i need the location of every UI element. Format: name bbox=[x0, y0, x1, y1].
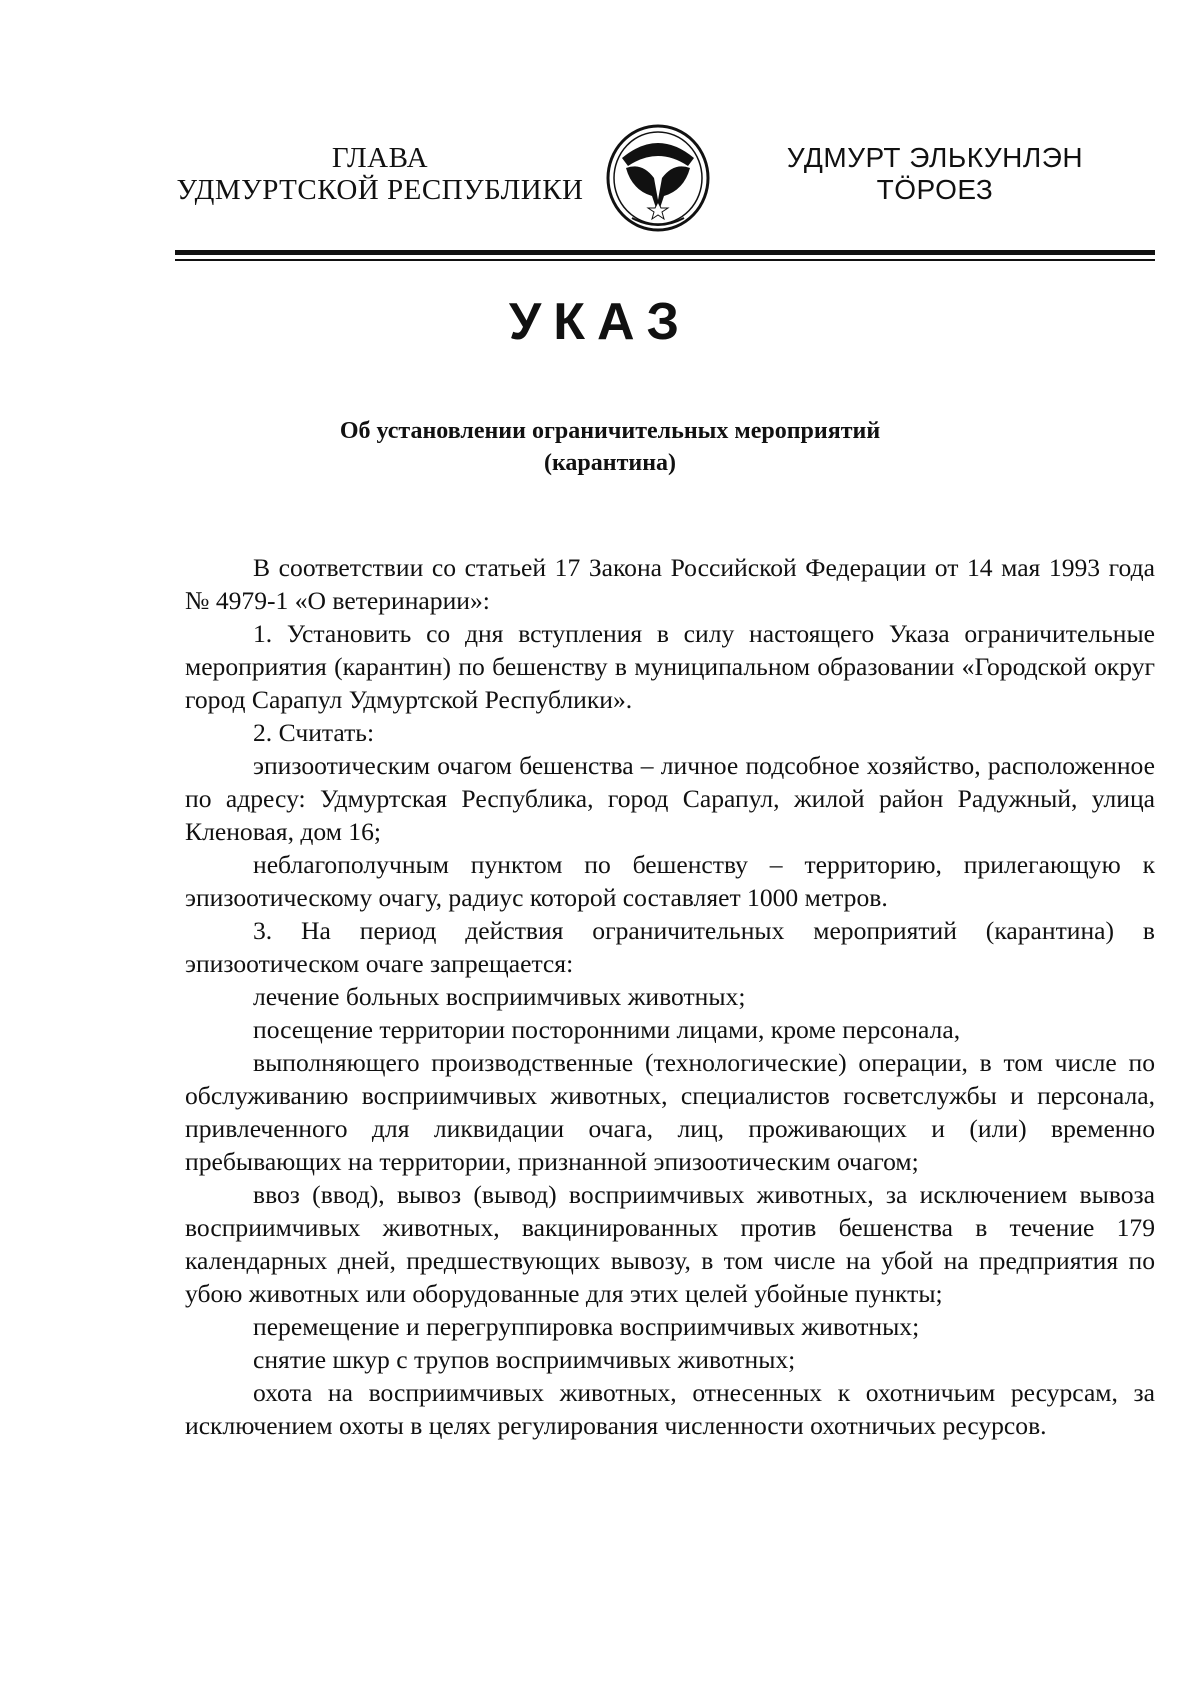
body-paragraph: неблагополучным пунктом по бешенству – территорию, прилегающую к эпизоотическому очагу, радиус которой составляет 1000 метров. bbox=[185, 850, 1155, 912]
document-body bbox=[185, 551, 1155, 1442]
document-subject bbox=[250, 415, 970, 479]
body-paragraph: выполняющего производственные (технологические) операции, в том числе по обслуживанию восприимчивых животных, специалистов госветслужбы и персонала, привлеченного для ликвидации очага, лиц, проживающих и (или) временно пребывающих на территории, признанной эпизоотическим очагом; bbox=[185, 1048, 1155, 1176]
body-paragraph: снятие шкур с трупов восприимчивых животных; bbox=[253, 1345, 796, 1374]
issuer-title-udmurt bbox=[760, 142, 1110, 206]
issuer-title-line: УДМУРТСКОЙ РЕСПУБЛИКИ bbox=[176, 174, 584, 206]
body-paragraph: 3. На период действия ограничительных мероприятий (карантина) в эпизоотическом очаге запрещается: bbox=[185, 916, 1155, 978]
document-type-title: УКАЗ bbox=[508, 293, 692, 351]
header-divider-thick bbox=[175, 250, 1155, 255]
body-paragraph: 2. Считать: bbox=[253, 718, 375, 747]
body-paragraph: 1. Установить со дня вступления в силу настоящего Указа ограничительные мероприятия (карантин) по бешенству в муниципальном образовании «Городской округ город Сарапул Удмуртской Республики». bbox=[185, 619, 1155, 714]
issuer-title-line: ГЛАВА bbox=[331, 142, 429, 174]
body-paragraph: перемещение и перегруппировка восприимчивых животных; bbox=[253, 1312, 920, 1341]
body-paragraph: охота на восприимчивых животных, отнесенных к охотничьим ресурсам, за исключением охоты в целях регулирования численности охотничьих ресурсов. bbox=[185, 1378, 1155, 1440]
body-paragraph: В соответствии со статьей 17 Закона Российской Федерации от 14 мая 1993 года № 4979-1 «О ветеринарии»: bbox=[185, 553, 1155, 615]
body-paragraph: ввоз (ввод), вывоз (вывод) восприимчивых животных, за исключением вывоза восприимчивых животных, вакцинированных против бешенства в течение 179 календарных дней, предшествующих вывозу, в том числе на убой на предприятия по убою животных или оборудованные для этих целей убойные пункты; bbox=[185, 1180, 1155, 1308]
issuer-title-line: УДМУРТ ЭЛЬКУНЛЭН bbox=[786, 142, 1084, 173]
issuer-title-line: ТӦРОЕЗ bbox=[876, 174, 994, 205]
subject-line: Об установлении ограничительных мероприятий bbox=[339, 418, 881, 444]
body-paragraph: эпизоотическим очагом бешенства – личное подсобное хозяйство, расположенное по адресу: Удмуртская Республика, город Сарапул, жилой район Радужный, улица Кленовая, дом 16; bbox=[185, 751, 1155, 846]
header-divider-thin bbox=[175, 259, 1155, 261]
issuer-title-russian bbox=[160, 142, 600, 206]
coat-of-arms-icon bbox=[602, 118, 714, 236]
subject-line: (карантина) bbox=[543, 450, 677, 476]
body-paragraph: лечение больных восприимчивых животных; bbox=[253, 982, 746, 1011]
body-paragraph: посещение территории посторонними лицами, кроме персонала, bbox=[253, 1015, 961, 1044]
